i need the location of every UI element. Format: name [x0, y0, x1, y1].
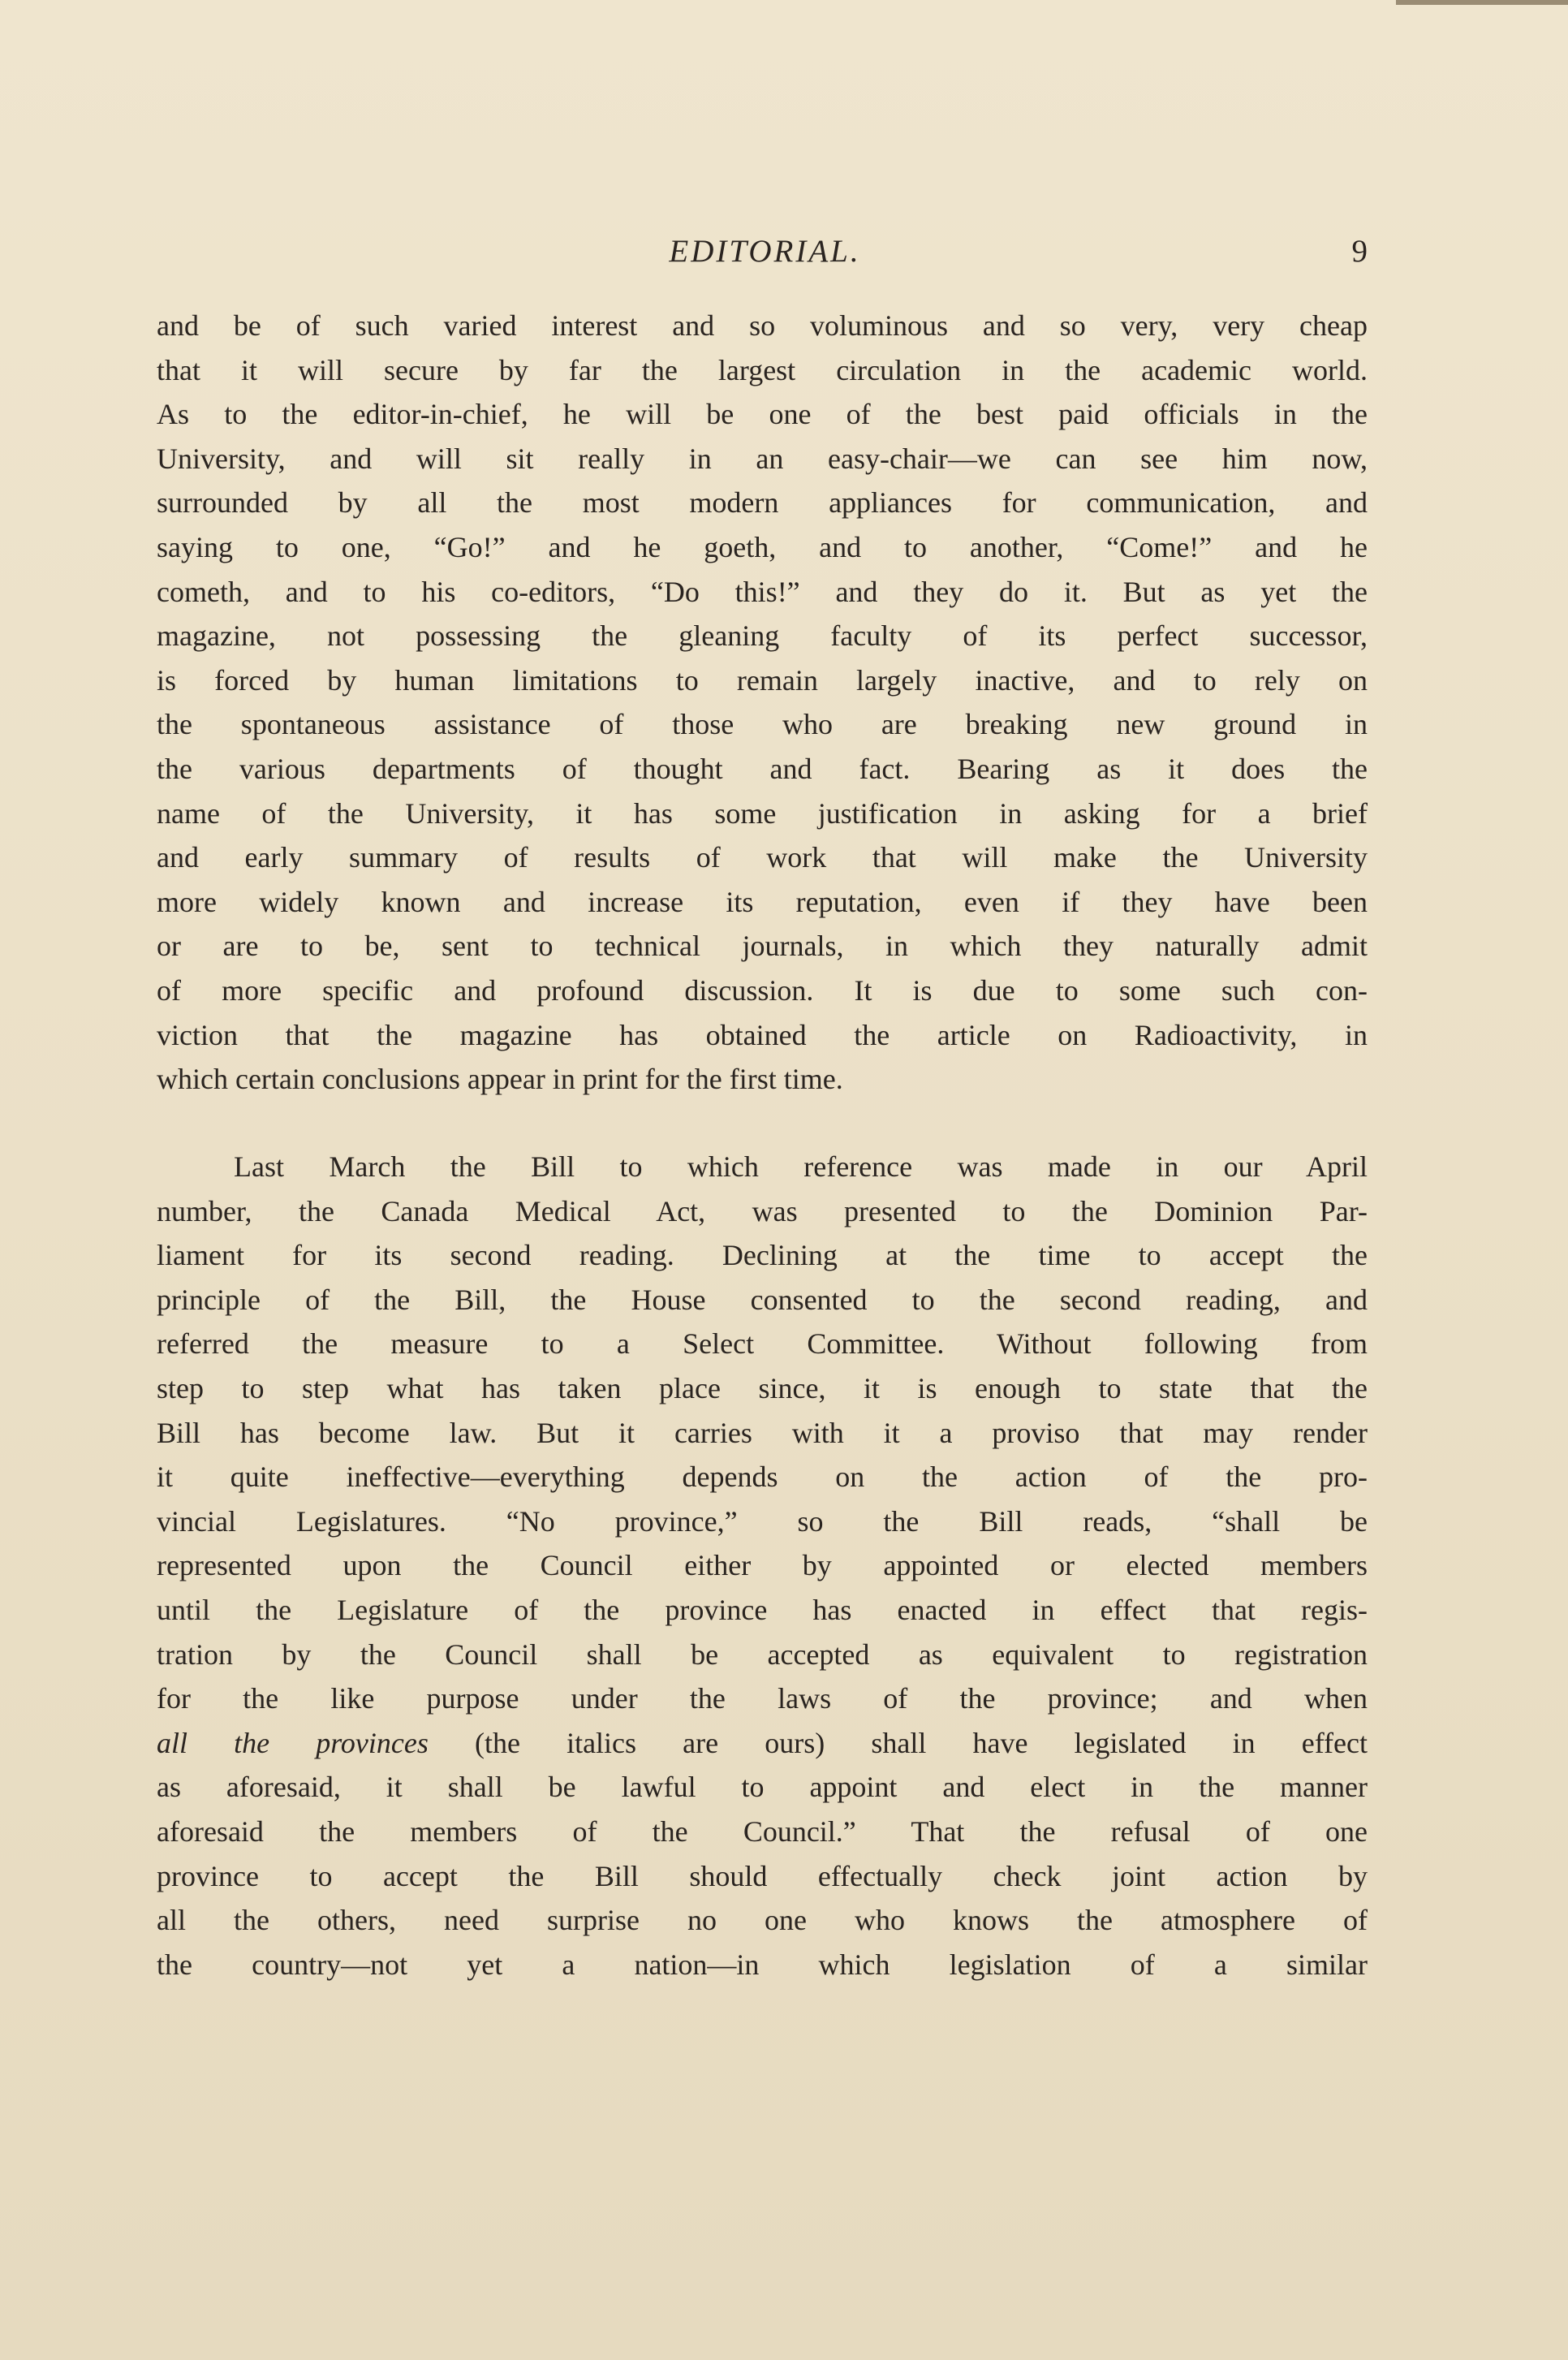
text-line: and be of such varied interest and so voluminous and so very, very cheap	[157, 309, 1368, 342]
text-line: until the Legislature of the province has enacted in effect that regis-	[157, 1593, 1368, 1626]
text-line: is forced by human limitations to remain largely inactive, and to rely on	[157, 663, 1368, 697]
text-line: all the others, need surprise no one who knows the atmosphere of	[157, 1904, 1368, 1937]
text-line: University, and will sit really in an easy-chair—we can see him now,	[157, 442, 1368, 475]
text-line: referred the measure to a Select Committee. Without following from	[157, 1327, 1368, 1361]
text-line: province to accept the Bill should effectually check joint action by	[157, 1859, 1368, 1892]
text-line: liament for its second reading. Declining at the time to accept the	[157, 1239, 1368, 1272]
text-line: aforesaid the members of the Council.” That the refusal of one	[157, 1814, 1368, 1848]
text-line: vincial Legislatures. “No province,” so the Bill reads, “shall be	[157, 1504, 1368, 1538]
text-line: more widely known and increase its reputation, even if they have been	[157, 885, 1368, 918]
text-line: number, the Canada Medical Act, was presented to the Dominion Par-	[157, 1194, 1368, 1227]
text-line: principle of the Bill, the House consented to the second reading, and	[157, 1283, 1368, 1316]
page-edge-shadow	[1396, 0, 1568, 5]
text-line: As to the editor-in-chief, he will be one of the best paid officials in the	[157, 398, 1368, 431]
paragraph-1	[157, 304, 1368, 1102]
text-line: represented upon the Council either by appointed or elected members	[157, 1549, 1368, 1582]
text-line: which certain conclusions appear in print for the first time.	[157, 1063, 843, 1096]
text-line-rest: (the italics are ours) shall have legislated in effect	[474, 1726, 1368, 1759]
text-line: or are to be, sent to technical journals, in which they naturally admit	[157, 930, 1368, 963]
paragraph-2	[157, 1145, 1368, 1987]
text-line: Last March the Bill to which reference was made in our April	[234, 1150, 1368, 1183]
text-line: the country—not yet a nation—in which legislation of a similar	[157, 1948, 1368, 1981]
text-line: viction that the magazine has obtained the article on Radioactivity, in	[157, 1018, 1368, 1051]
running-title: EDITORIAL.	[669, 234, 861, 269]
text-line: it quite ineffective—everything depends on the action of the pro-	[157, 1460, 1368, 1494]
text-line: and early summary of results of work that will make the University	[157, 841, 1368, 874]
text-line: the spontaneous assistance of those who are breaking new ground in	[157, 708, 1368, 741]
text-line-with-italic	[157, 1721, 1368, 1766]
text-line: Bill has become law. But it carries with it a proviso that may render	[157, 1416, 1368, 1449]
text-line: for the like purpose under the laws of the province; and when	[157, 1682, 1368, 1715]
text-line: saying to one, “Go!” and he goeth, and to another, “Come!” and he	[157, 530, 1368, 563]
text-line: surrounded by all the most modern appliances for communication, and	[157, 486, 1368, 520]
text-line: that it will secure by far the largest circulation in the academic world.	[157, 353, 1368, 386]
text-line: as aforesaid, it shall be lawful to appoint and elect in the manner	[157, 1771, 1368, 1804]
page-header	[162, 227, 1368, 276]
text-line: tration by the Council shall be accepted as equivalent to registration	[157, 1637, 1368, 1671]
text-line: the various departments of thought and fact. Bearing as it does the	[157, 752, 1368, 785]
text-line: magazine, not possessing the gleaning faculty of its perfect successor,	[157, 619, 1368, 653]
text-line: of more specific and profound discussion. It is due to some such con-	[157, 973, 1368, 1007]
italic-phrase: all the provinces	[157, 1726, 429, 1759]
text-line: cometh, and to his co-editors, “Do this!” and they do it. But as yet the	[157, 575, 1368, 608]
text-line: name of the University, it has some justification in asking for a brief	[157, 796, 1368, 830]
text-line: step to step what has taken place since, it is enough to state that the	[157, 1371, 1368, 1404]
page-number: 9	[1351, 234, 1368, 269]
